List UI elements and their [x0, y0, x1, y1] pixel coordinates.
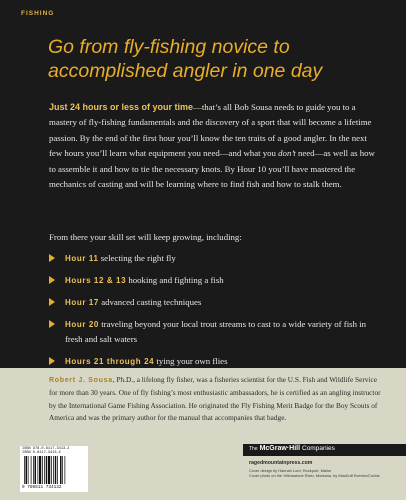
cover-credit-photo: Cover photo on the Yellowstone River, Montana, by MacDuff Everton/Corbis [249, 473, 380, 478]
list-item [49, 251, 369, 266]
arrow-icon [49, 357, 55, 365]
publisher-website: ragedmountainpress.com [249, 460, 313, 466]
arrow-icon [49, 298, 55, 306]
author-name: Robert J. Sousa [49, 377, 113, 384]
publisher-the: The [249, 446, 258, 452]
barcode-bar [46, 456, 48, 484]
list-item [49, 354, 369, 369]
barcode-bar [55, 456, 57, 484]
intro-paragraph [49, 100, 379, 192]
barcode-bars [23, 456, 85, 484]
intro-text-2: need—as well as how to assemble it and how to tie the necessary knots. By Hour 10 you’ll have mastered the mechanics of casting and will be learning where to find fish and how to stalk them. [49, 148, 375, 190]
list-item [49, 273, 369, 288]
headline: Go from fly-fishing novice to accomplished angler in one day [48, 36, 323, 82]
cover-credit-design: Cover design by Hannah Lord, Rockport, Maine [249, 468, 332, 473]
hour-text: traveling beyond your local trout streams to cast to a wide variety of fish in fresh and salt waters [65, 319, 367, 344]
barcode-bar [35, 456, 37, 484]
isbn-13: ISBN 978-0-8117-3413-2 [22, 447, 70, 451]
barcode-bar [39, 456, 41, 484]
hour-label: Hour 11 [65, 254, 99, 263]
list-item [49, 295, 369, 310]
barcode-bar [42, 456, 43, 484]
publisher-bar [243, 444, 406, 456]
arrow-icon [49, 320, 55, 328]
barcode-bar [60, 456, 62, 484]
intro-text-1: —that’s all Bob Sousa needs to guide you to a mastery of fly-fishing fundamentals and the discovery of a sport that will become a lifetime passion. By the end of the first hour you’ll know the ten traits of a good angler. In the next few hours you’ll learn what equipment you need—and what you [49, 102, 372, 159]
hour-text: advanced casting techniques [101, 297, 202, 307]
isbn-10: ISBN 0-8117-3413-X [22, 451, 61, 455]
barcode-number: 9 780811 734132 [22, 485, 62, 490]
hour-label: Hour 20 [65, 320, 99, 329]
hour-list [49, 251, 369, 376]
barcode-bar [26, 456, 28, 484]
author-bio-text: , Ph.D., a lifelong fly fisher, was a fisheries scientist for the U.S. Fish and Wildlife Service for more than 30 years. One of fly fishing’s most enthusiastic ambassadors, he is certified as an angling instructor by the International Game Fishing Association. He originated the Fly Fishing Merit Badge for the Boy Scouts of America and was the primary author for the manual that accompanies that badge. [49, 375, 381, 423]
barcode-bar [48, 456, 50, 484]
barcode-bar [51, 456, 52, 484]
list-intro: From there your skill set will keep growing, including: [49, 232, 242, 242]
intro-emphasis: don’t [278, 148, 296, 159]
barcode-bar [53, 456, 54, 484]
barcode-bar [57, 456, 58, 484]
barcode-bar [44, 456, 45, 484]
barcode-bar [28, 456, 29, 484]
hour-label: Hours 12 & 13 [65, 276, 127, 285]
barcode-bar [24, 456, 25, 484]
hour-text: tying your own flies [156, 356, 228, 366]
publisher-name: McGraw·Hill [259, 445, 301, 452]
barcode-bar [31, 456, 32, 484]
barcode-bar [33, 456, 34, 484]
hour-label: Hours 21 through 24 [65, 357, 155, 366]
list-item [49, 317, 369, 347]
barcode-bar [38, 456, 39, 484]
hour-text: hooking and fighting a fish [128, 275, 224, 285]
arrow-icon [49, 254, 55, 262]
barcode [20, 446, 88, 492]
author-bio [49, 374, 384, 425]
intro-lead: Just 24 hours or less of your time [49, 102, 194, 112]
category-label: FISHING [21, 10, 55, 17]
arrow-icon [49, 276, 55, 284]
hour-text: selecting the right fly [100, 253, 176, 263]
publisher-logo [249, 445, 335, 452]
hour-label: Hour 17 [65, 298, 99, 307]
publisher-suffix: Companies [301, 445, 335, 452]
barcode-bar [62, 456, 63, 484]
barcode-bar [65, 456, 66, 484]
